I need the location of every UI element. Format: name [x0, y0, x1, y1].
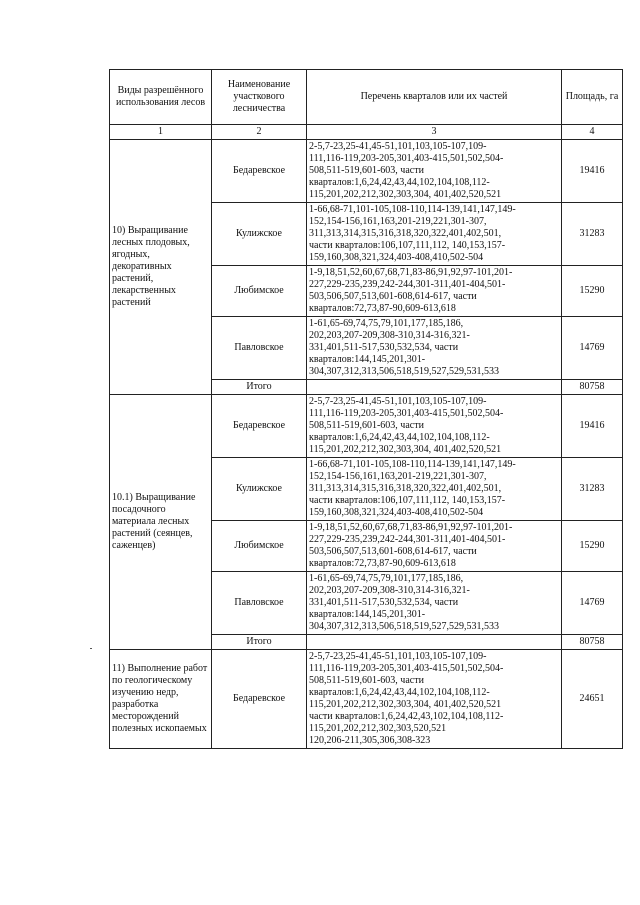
header-area: Площадь, га	[562, 70, 623, 125]
quarters-list: 1-9,18,51,52,60,67,68,71,83-86,91,92,97-101,201- 227,229-235,239,242-244,301-311,401-404,501- 503,506,507,513,601-608,614-617, части кварталов:72,73,87-90,609-613,618	[307, 266, 562, 317]
forestry-name: Бедаревское	[212, 140, 307, 203]
area-value: 31283	[562, 203, 623, 266]
total-empty-cell	[307, 635, 562, 650]
area-value: 14769	[562, 317, 623, 380]
forestry-name: Павловское	[212, 317, 307, 380]
column-number: 3	[307, 125, 562, 140]
quarters-list: 1-66,68-71,101-105,108-110,114-139,141,147,149- 152,154-156,161,163,201-219,221,301-307, 311,313,314,315,316,318,320,322,401,402,501, части кварталов:106,107,111,112, 140,153,157- 159,160,308,321,324,403-408,410,502-504	[307, 203, 562, 266]
area-value: 15290	[562, 521, 623, 572]
area-value: 19416	[562, 395, 623, 458]
total-label: Итого	[212, 380, 307, 395]
quarters-list: 2-5,7-23,25-41,45-51,101,103,105-107,109- 111,116-119,203-205,301,403-415,501,502,504- 508,511-519,601-603, части кварталов:1,6,24,42,43,44,102,104,108,112- 115,201,202,212,302,303,304, 401,402,520,521	[307, 140, 562, 203]
header-use-type: Виды разрешённого использования лесов	[110, 70, 212, 125]
quarters-list: 1-61,65-69,74,75,79,101,177,185,186, 202,203,207-209,308-310,314-316,321- 331,401,511-517,530,532,534, части кварталов:144,145,201,301- 304,307,312,313,506,518,519,527,529,531,533	[307, 572, 562, 635]
forestry-name: Павловское	[212, 572, 307, 635]
forestry-name: Бедаревское	[212, 395, 307, 458]
table-row	[110, 395, 623, 458]
total-value: 80758	[562, 380, 623, 395]
header-quarters: Перечень кварталов или их частей	[307, 70, 562, 125]
header-row	[110, 70, 623, 125]
scan-speck	[90, 648, 92, 649]
use-type-cell: 10) Выращивание лесных плодовых, ягодных, декоративных растений, лекарственных растений	[110, 140, 212, 395]
area-value: 19416	[562, 140, 623, 203]
quarters-list: 1-66,68-71,101-105,108-110,114-139,141,147,149- 152,154-156,161,163,201-219,221,301-307, 311,313,314,315,316,318,320,322,401,402,501, части кварталов:106,107,111,112, 140,153,157- 159,160,308,321,324,403-408,410,502-504	[307, 458, 562, 521]
column-number: 4	[562, 125, 623, 140]
area-value: 15290	[562, 266, 623, 317]
quarters-list: 2-5,7-23,25-41,45-51,101,103,105-107,109- 111,116-119,203-205,301,403-415,501,502,504- 508,511-519,601-603, части кварталов:1,6,24,42,43,44,102,104,108,112- 115,201,202,212,302,303,304, 401,402,520,521 части кварталов:1,6,24,42,43,102,104,108,112- 115,201,202,212,302,303,520,521 120,206-211,305,306,308-323	[307, 650, 562, 749]
table-row	[110, 140, 623, 203]
quarters-list: 1-61,65-69,74,75,79,101,177,185,186, 202,203,207-209,308-310,314-316,321- 331,401,511-517,530,532,534, части кварталов:144,145,201,301- 304,307,312,313,506,518,519,527,529,531,533	[307, 317, 562, 380]
column-number-row	[110, 125, 623, 140]
forestry-name: Бедаревское	[212, 650, 307, 749]
total-empty-cell	[307, 380, 562, 395]
total-label: Итого	[212, 635, 307, 650]
forestry-name: Любимское	[212, 521, 307, 572]
header-forestry: Наименование участкового лесничества	[212, 70, 307, 125]
forestry-name: Кулижское	[212, 458, 307, 521]
quarters-list: 2-5,7-23,25-41,45-51,101,103,105-107,109- 111,116-119,203-205,301,403-415,501,502,504- 508,511-519,601-603, части кварталов:1,6,24,42,43,44,102,104,108,112- 115,201,202,212,302,303,304, 401,402,520,521	[307, 395, 562, 458]
column-number: 1	[110, 125, 212, 140]
forestry-name: Кулижское	[212, 203, 307, 266]
forestry-name: Любимское	[212, 266, 307, 317]
area-value: 24651	[562, 650, 623, 749]
area-value: 14769	[562, 572, 623, 635]
column-number: 2	[212, 125, 307, 140]
land-use-table	[109, 69, 623, 749]
total-value: 80758	[562, 635, 623, 650]
table-row	[110, 650, 623, 749]
quarters-list: 1-9,18,51,52,60,67,68,71,83-86,91,92,97-101,201- 227,229-235,239,242-244,301-311,401-404,501- 503,506,507,513,601-608,614-617, части кварталов:72,73,87-90,609-613,618	[307, 521, 562, 572]
area-value: 31283	[562, 458, 623, 521]
use-type-cell: 11) Выполнение работ по геологическому изучению недр, разработка месторождений полезных ископаемых	[110, 650, 212, 749]
use-type-cell: 10.1) Выращивание посадочного материала лесных растений (сеянцев, саженцев)	[110, 395, 212, 650]
